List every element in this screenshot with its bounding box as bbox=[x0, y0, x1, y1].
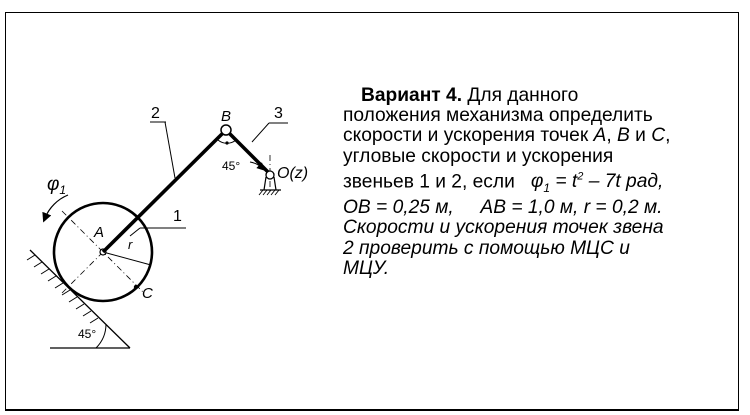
phi1-label: $\varphi_1$ bbox=[47, 174, 67, 197]
comma: , bbox=[665, 125, 671, 147]
point-b-label: B bbox=[221, 108, 232, 125]
task-line-2: положения механизма определить bbox=[343, 105, 653, 127]
task-line-5 bbox=[343, 167, 728, 198]
task-line-3 bbox=[343, 126, 728, 146]
point-o-label: O(z) bbox=[277, 165, 309, 182]
task-line-8: 2 проверить с помощью МЦС и bbox=[343, 237, 630, 259]
task-line-9: МЦУ. bbox=[343, 257, 390, 279]
link-3-label: 3 bbox=[274, 105, 283, 122]
formula-rest: – 7t рад, bbox=[583, 171, 664, 193]
joint-b bbox=[221, 125, 231, 135]
rod-ab bbox=[103, 130, 226, 252]
task-line-3-text: скорости и ускорения точек bbox=[343, 125, 594, 147]
task-line-5-text: звеньев 1 и 2, если bbox=[343, 171, 515, 193]
task-line-4: угловые скорости и ускорения bbox=[343, 145, 614, 167]
point-c-ref: С bbox=[651, 125, 666, 147]
phi-subscript: 1 bbox=[543, 181, 551, 196]
link-1-label: 1 bbox=[173, 208, 182, 225]
formula-exponent: 2 bbox=[577, 170, 584, 183]
phi1-rotation-arrow bbox=[45, 195, 68, 218]
and-word: и bbox=[629, 125, 652, 147]
task-line-1 bbox=[343, 86, 728, 106]
phi-formula bbox=[530, 170, 664, 196]
task-line-6 bbox=[343, 198, 728, 218]
incline-angle-label: 45° bbox=[78, 327, 97, 341]
task-text bbox=[343, 86, 728, 279]
point-a-label: A bbox=[94, 224, 105, 241]
angle-at-o-label: 45° bbox=[222, 159, 241, 173]
ob-length: OB = 0,25 м, bbox=[343, 197, 454, 219]
ab-length-radius: AB = 1,0 м, r = 0,2 м. bbox=[480, 197, 663, 219]
task-line-1-text: Для данного bbox=[462, 85, 579, 106]
radius-label: r bbox=[128, 237, 133, 252]
formula-equals: = t bbox=[550, 171, 578, 193]
point-c-label: C bbox=[142, 285, 153, 302]
phi-symbol: φ bbox=[530, 171, 544, 193]
task-line-7: Скорости и ускорения точек звена bbox=[343, 217, 664, 239]
point-b-ref: В bbox=[617, 125, 630, 147]
link-2-label: 2 bbox=[151, 105, 160, 122]
variant-label: Вариант 4. bbox=[361, 85, 463, 106]
separator: , bbox=[606, 125, 618, 147]
point-a-ref: А bbox=[593, 125, 607, 147]
